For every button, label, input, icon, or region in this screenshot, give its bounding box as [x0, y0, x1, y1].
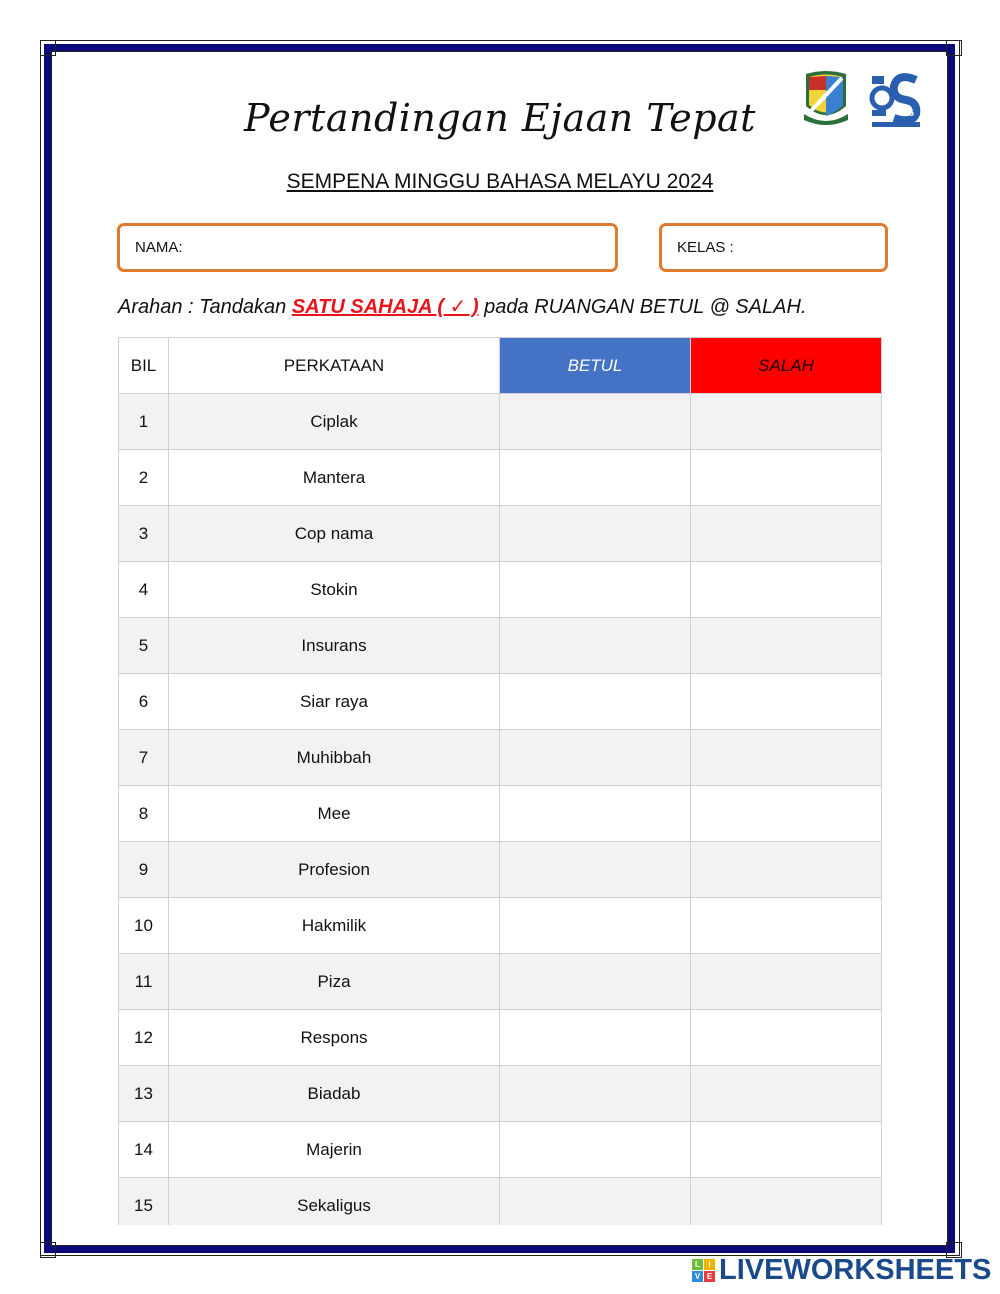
- corner-ornament: [946, 40, 962, 56]
- table-row: [119, 1066, 882, 1122]
- betul-cell[interactable]: [500, 394, 691, 450]
- document-subtitle: SEMPENA MINGGU BAHASA MELAYU 2024: [286, 170, 714, 193]
- instruction-emphasis: SATU SAHAJA ( ✓ ): [291, 296, 479, 318]
- row-word: Biadab: [169, 1066, 500, 1122]
- row-number: 1: [119, 394, 169, 450]
- class-field-box: [659, 223, 888, 272]
- row-number: 10: [119, 898, 169, 954]
- table-row: [119, 954, 882, 1010]
- table-row: [119, 562, 882, 618]
- page-fold: [110, 1225, 900, 1245]
- header-bil: BIL: [119, 338, 169, 394]
- betul-cell[interactable]: [500, 618, 691, 674]
- row-word: Hakmilik: [169, 898, 500, 954]
- table-row: [119, 674, 882, 730]
- betul-cell[interactable]: [500, 1010, 691, 1066]
- header-salah: SALAH: [691, 338, 882, 394]
- salah-cell[interactable]: [691, 506, 882, 562]
- row-word: Profesion: [169, 842, 500, 898]
- row-number: 6: [119, 674, 169, 730]
- betul-cell[interactable]: [500, 730, 691, 786]
- class-label: KELAS :: [677, 239, 734, 256]
- row-number: 2: [119, 450, 169, 506]
- betul-cell[interactable]: [500, 562, 691, 618]
- name-label: NAMA:: [135, 239, 183, 256]
- row-word: Siar raya: [169, 674, 500, 730]
- row-number: 4: [119, 562, 169, 618]
- salah-cell[interactable]: [691, 1122, 882, 1178]
- liveworksheets-icon: [692, 1259, 715, 1282]
- table-row: [119, 730, 882, 786]
- brand-text: LIVEWORKSHEETS: [719, 1253, 992, 1286]
- salah-cell[interactable]: [691, 954, 882, 1010]
- instruction-suffix: pada RUANGAN BETUL @ SALAH.: [478, 296, 807, 318]
- salah-cell[interactable]: [691, 1066, 882, 1122]
- table-row: [119, 394, 882, 450]
- row-word: Mee: [169, 786, 500, 842]
- table-row: [119, 898, 882, 954]
- betul-cell[interactable]: [500, 1066, 691, 1122]
- salah-cell[interactable]: [691, 730, 882, 786]
- row-word: Ciplak: [169, 394, 500, 450]
- salah-cell[interactable]: [691, 562, 882, 618]
- table-row: [119, 506, 882, 562]
- betul-cell[interactable]: [500, 450, 691, 506]
- row-number: 12: [119, 1010, 169, 1066]
- row-number: 13: [119, 1066, 169, 1122]
- salah-cell[interactable]: [691, 618, 882, 674]
- row-number: 9: [119, 842, 169, 898]
- spelling-table: [118, 337, 882, 1234]
- betul-cell[interactable]: [500, 898, 691, 954]
- row-word: Muhibbah: [169, 730, 500, 786]
- row-word: Insurans: [169, 618, 500, 674]
- row-word: Majerin: [169, 1122, 500, 1178]
- brand-icon-letter: I: [704, 1259, 715, 1270]
- betul-cell[interactable]: [500, 1122, 691, 1178]
- liveworksheets-brand: [692, 1255, 991, 1285]
- salah-cell[interactable]: [691, 450, 882, 506]
- header-word: PERKATAAN: [169, 338, 500, 394]
- salah-cell[interactable]: [691, 786, 882, 842]
- corner-ornament: [40, 40, 56, 56]
- table-row: [119, 786, 882, 842]
- name-input[interactable]: [190, 234, 605, 264]
- row-number: 8: [119, 786, 169, 842]
- brand-icon-letter: V: [692, 1271, 703, 1282]
- instruction-prefix: Arahan : Tandakan: [118, 296, 292, 318]
- header-betul: BETUL: [500, 338, 691, 394]
- row-word: Sekaligus: [169, 1178, 500, 1234]
- row-number: 11: [119, 954, 169, 1010]
- row-number: 15: [119, 1178, 169, 1234]
- brand-icon-letter: L: [692, 1259, 703, 1270]
- salah-cell[interactable]: [691, 394, 882, 450]
- salah-cell[interactable]: [691, 842, 882, 898]
- row-number: 3: [119, 506, 169, 562]
- row-word: Piza: [169, 954, 500, 1010]
- svg-text:25: 25: [904, 108, 915, 118]
- document-title: Pertandingan Ejaan Tepat: [244, 96, 756, 140]
- table-row: [119, 1010, 882, 1066]
- corner-ornament: [40, 1242, 56, 1258]
- betul-cell[interactable]: [500, 954, 691, 1010]
- salah-cell[interactable]: [691, 1010, 882, 1066]
- instruction-text: [118, 294, 806, 319]
- betul-cell[interactable]: [500, 786, 691, 842]
- table-row: [119, 842, 882, 898]
- salah-cell[interactable]: [691, 674, 882, 730]
- betul-cell[interactable]: [500, 842, 691, 898]
- row-number: 7: [119, 730, 169, 786]
- table-row: [119, 618, 882, 674]
- row-word: Cop nama: [169, 506, 500, 562]
- class-input[interactable]: [742, 234, 875, 264]
- row-number: 5: [119, 618, 169, 674]
- row-number: 14: [119, 1122, 169, 1178]
- table-row: [119, 450, 882, 506]
- salah-cell[interactable]: [691, 898, 882, 954]
- betul-cell[interactable]: [500, 506, 691, 562]
- table-header-row: [119, 338, 882, 394]
- brand-icon-letter: E: [704, 1271, 715, 1282]
- name-field-box: [117, 223, 618, 272]
- table-row: [119, 1122, 882, 1178]
- row-word: Mantera: [169, 450, 500, 506]
- betul-cell[interactable]: [500, 674, 691, 730]
- row-word: Respons: [169, 1010, 500, 1066]
- row-word: Stokin: [169, 562, 500, 618]
